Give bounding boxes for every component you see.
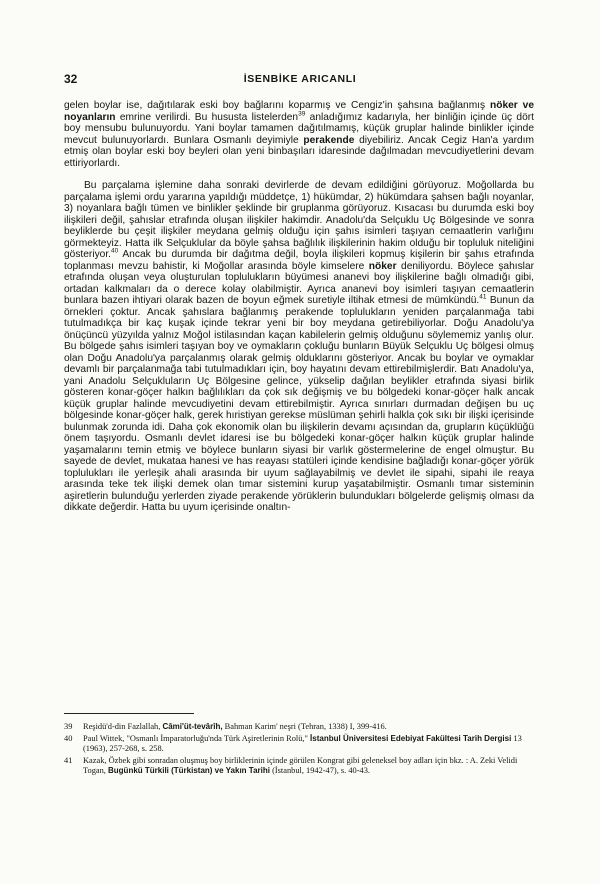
footnote-title: Bugünkü Türkili (Türkistan) ve Yakın Tarihi [108, 766, 270, 775]
text-run: gelen boylar ise, dağıtılarak eski boy bağlarını koparmış ve Cengiz'in şahsına bağlanmış [64, 100, 491, 111]
footnote-number: 41 [64, 756, 73, 765]
footnote-text: Reşidü'd-din Fazlallah, [83, 722, 163, 731]
footnote-41 [64, 756, 534, 776]
text-run: deniliyordu. Böylece şahıslar etrafında oluşan veya oluşturulan toplulukların büyümesi ananevi boy ilişkilerine bağlı olmadığı gibi, ortadan kalkmaları da o derece kolay olabilmiştir. Ayrıca ananevi boy isimleri taşıyan cemaatlerin bunlara bazen ihtiyari olarak bazen de boyun eğmek suretiyle iltihak etmesi de mümkündü. [64, 260, 534, 306]
footnote-ref[interactable]: 40 [111, 247, 119, 255]
bold-term: perakende [303, 134, 355, 146]
running-head: İSENBİKE ARICANLI [243, 73, 357, 85]
page-number: 32 [64, 72, 78, 86]
footnote-text: (İstanbul, 1942-47), s. 40-43. [269, 766, 370, 775]
body-text [64, 100, 534, 514]
text-run: emrine verilirdi. Bu hususta listelerden [115, 111, 299, 123]
paragraph-1 [64, 100, 534, 169]
paragraph-2 [64, 180, 534, 514]
footnote-39 [64, 722, 534, 732]
footnote-40 [64, 734, 534, 754]
footnotes [64, 722, 534, 778]
footnote-rule [64, 713, 194, 714]
footnote-text: Bahman Karim' neşri (Tehran, 1338) I, 399-416. [222, 722, 387, 731]
text-run: Bu parçalama işlemine daha sonraki devirlerde de devam edildiğini görüyoruz. Moğollarda bu parçalama işlemi ordu yararına yapıldığı müddetçe, 1) hükümdar, 2) hükümdara şahsen bağlı noyanlar, 3) noyanlara bağlı tümen ve binlikler şeklinde bir gruplanma görüyoruz. Kısacası bu durumda eski boy ilişkileri değil, şahıslar etrafında oluşan ilişkiler hakimdir. Anadolu'da Selçuklu Uç Bölgesinde ve sonra beyliklerde bu çeşit ilişkiler meydana gelmiş olduğu için şahıs isimleri taşıyan cemaatlerin varlığını görmekteyiz. Hatta ilk Selçuklular da böyle şahsa bağlılık ilişkilerinin hakim olduğu bir topluluk niteliğini gösteriyor. [64, 180, 534, 260]
footnote-text: Kazak, Özbek gibi sonradan oluşmuş boy birliklerinin içinde görülen Kongrat gibi geleneksel boy adları için bkz. : A. Zeki Velidi Togan, [83, 756, 518, 775]
footnote-text: Paul Wittek, "Osmanlı İmparatorluğu'nda Türk Aşiretlerinin Rolü," [83, 734, 311, 743]
bold-term: nöker ve noyanların [64, 100, 534, 123]
footnote-text: 13 (1963), 257-268, s. 258. [83, 734, 522, 753]
text-run: Ancak bu durumda bir dağıtma değil, boyla ilişkileri kopmuş kişilerin bir şahıs etrafında toplanması mevzu bahistir, ki Moğollar arasında böyle kimselere [64, 249, 534, 272]
text-run: diyebiliriz. Ancak Cegiz Han'a yardım etmiş olan boylar eski boy beyleri olan yeni binbaşıları idaresinde dağılmadan mevcudiyetlerini devam ettiriyorlardı. [64, 134, 534, 169]
footnote-ref[interactable]: 41 [479, 293, 487, 301]
footnote-ref[interactable]: 39 [298, 110, 306, 118]
footnote-title: Câmi'üt-tevârîh, [162, 722, 223, 731]
bold-term: nöker [368, 260, 397, 272]
text-run: Bunun da örnekleri çoktur. Ancak şahıslara bağlanmış perakende toplulukların yeniden parçalanmağa tabi tutulmadıkça bir kaç kuşak içinde tekrar yeni bir boy meydana getirebiliyorlar. Doğu Anadolu'ya önüçüncü yüzyılda yalnız Moğol istilasından kaçan kabilelerin gelmiş olduğunu söylememiz yanlış olur. Bu bölgede şahıs isimleri taşıyan boy ve oymakların çokluğu bunların Büyük Selçuklu Uç bölgesi olmuş olan Doğu Anadolu'ya parçalanmış olarak gelmiş olduklarını gösteriyor. Ancak bu boylar ve oymaklar devamlı bir parçalanmağa tabi tutulmadıkları için, boy hayatını devam ettirebilmişlerdir. Batı Anadolu'ya, yani Anadolu Selçukluların Uç Bölgesine gelince, yükselip dağılan beylikler etrafında siyasi birlik gösteren konar-göçer halkın bağlılıkları da çok sık değişmiş ve bu bölgedeki konar-göçer halk ancak küçük gruplar halinde mevcudiyetini devam ettirebilmiştir. Ayrıca sınırları durmadan değişen bu uç bölgesinde konar-göçer halk, gerek hıristiyan gerekse müslüman şehirli halkla çok sıkı bir ilişki içerisinde bulunmak zorunda idi. Daha çok ekonomik olan bu ilişkilerin devamı açısından da, grupların küçüklüğü önem taşıyordu. Osmanlı devlet idaresi ise bu bölgedeki konar-göçer halkın küçük gruplar halinde yaşamalarını temin etmiş ve böylece bunların siyasi bir varlık göstermelerine de engel olmuştur. Bu sayede de devlet, mukataa hanesi ve has reayası statüleri içinde kendisine bağladığı konar-göçer yörük toplulukları ile yerleşik ahali arasında bir uyum sağlayabilmiş ve devlet ile sipahi, sipahi ile reaya arasında teke tek ilişki demek olan tımar sistemini kurup yaşatabilmiştir. Osmanlı tımar sisteminin aşiretlerin bulunduğu yerlerden ziyade perakende yörüklerin bulundukları bölgelerde gelişmiş olması da dikkate değerdir. Hatta bu uyum içerisinde onaltın- [64, 295, 534, 513]
text-run: anladığımız kadarıyla, her binliğin içinde üç dört boy mensubu bulunuyordu. Yani boylar tamamen dağıtılmamış, küçük gruplar halinde binlikler içinde mevcut bulunuyorlardı. Bunlara Osmanlı deyimiyle [64, 111, 534, 146]
footnote-number: 40 [64, 734, 73, 743]
footnote-number: 39 [64, 722, 73, 731]
footnote-title: İstanbul Üniversitesi Edebiyat Fakültesi Tarih Dergisi [310, 734, 512, 743]
